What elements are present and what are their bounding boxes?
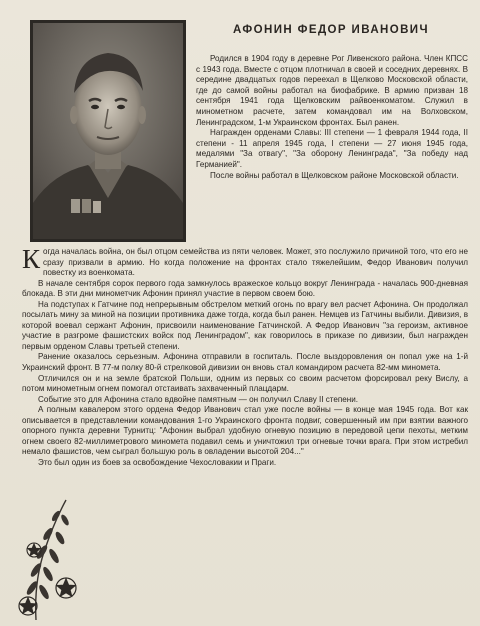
star-medal-icon [19, 597, 37, 615]
story-block [22, 244, 468, 468]
laurel-stars-ornament [14, 492, 84, 620]
story-paragraph-text: огда началась война, он был отцом семейства из пяти человек. Может, это послужило причиной того, что его не сразу призвали в армию. Но когда положение на фронтах стало тяжелейшим, Федор Иванович получил повестку из военкомата. [43, 247, 468, 278]
story-paragraph: На подступах к Гатчине под непрерывным обстрелом меткий огонь по врагу вел расчет Афонина. Он продолжал посылать мину за миной на позиции противника даже тогда, когда был ранен. Немцев из Гатчины выбили. Дивизия, в которой воевал сержант Афонин, присвоили наименование Гатчинской. А Федор Иванович "за героизм, активное участие в разгроме фашистских войск под Ленинградом", как говорилось в приказе по дивизии, был награжден первым орденом Славы третьей степени. [22, 299, 468, 351]
story-paragraph: Ранение оказалось серьезным. Афонина отправили в госпиталь. После выздоровления он попал уже на 1-й Украинский фронт. В 77-м полку 80-й стрелковой дивизии он вновь стал командиром расчета 82-мм минометa. [22, 352, 468, 373]
portrait-photo [30, 20, 186, 242]
portrait-image [33, 23, 183, 239]
bio-paragraph: Награжден орденами Славы: III степени — 1 февраля 1944 года, II степени - 11 апреля 1945 года, I степени — 27 июня 1945 года, медалями "За отвагу", "За оборону Ленинграда", "За победу над Германией". [196, 128, 468, 169]
page-title: АФОНИН ФЕДОР ИВАНОВИЧ [233, 24, 429, 36]
bio-block [196, 54, 468, 181]
story-paragraph [22, 244, 468, 279]
story-paragraph: Событие это для Афонина стало вдвойне памятным — он получил Славу II степени. [38, 394, 359, 404]
star-medal-icon [56, 578, 76, 598]
drop-cap: К [22, 244, 41, 274]
bio-paragraph: Родился в 1904 году в деревне Рог Ливенского района. Член КПСС с 1943 года. Вместе с отцом плотничал в своей и соседних деревнях. В середине двадцатых годов переехал в Щелково Московской области, где до самой войны работал на биофабрике. В армию призван 18 сентября 1941 года Щелковским райвоенкоматом. Служил в минометном расчете, затем командовал им на Волховском, Ленинградском, 1-м Украинском фронтах. Был ранен. [196, 54, 468, 127]
story-paragraph: Это был один из боев за освобождение Чехословакии и Праги. [38, 457, 277, 467]
bio-paragraph: После войны работал в Щелковском районе Московской области. [210, 170, 459, 180]
story-paragraph: Отличился он и на земле братской Польши, одним из первых со своим расчетом форсировал реку Вислу, а потом минометным огнем помогал отстаивать захваченный плацдарм. [22, 373, 468, 394]
star-medal-icon [27, 543, 41, 557]
story-paragraph: А полным кавалером этого ордена Федор Иванович стал уже после войны — в конце мая 1945 года. Вот как описывается в представлении командования 1-го Украинского фронта подвиг, совершенный им при взятии важного опорного пункта деревни Турнитц: "Афонин выбрал удобную огневую позицию в передовой цепи пехоты, метким огнем своего 82-миллиметрового миномета подавил семь и уничтожил три огневые точки врага. При этом истребил немало фашистов, чем сыграл большую роль в овладении высотой 204..." [22, 405, 468, 457]
story-paragraph: В начале сентября сорок первого года замкнулось вражеское кольцо вокруг Ленинграда - началась 900-дневная блокада. В эти дни минометчик Афонин принял участие в первом своем бою. [22, 278, 468, 299]
